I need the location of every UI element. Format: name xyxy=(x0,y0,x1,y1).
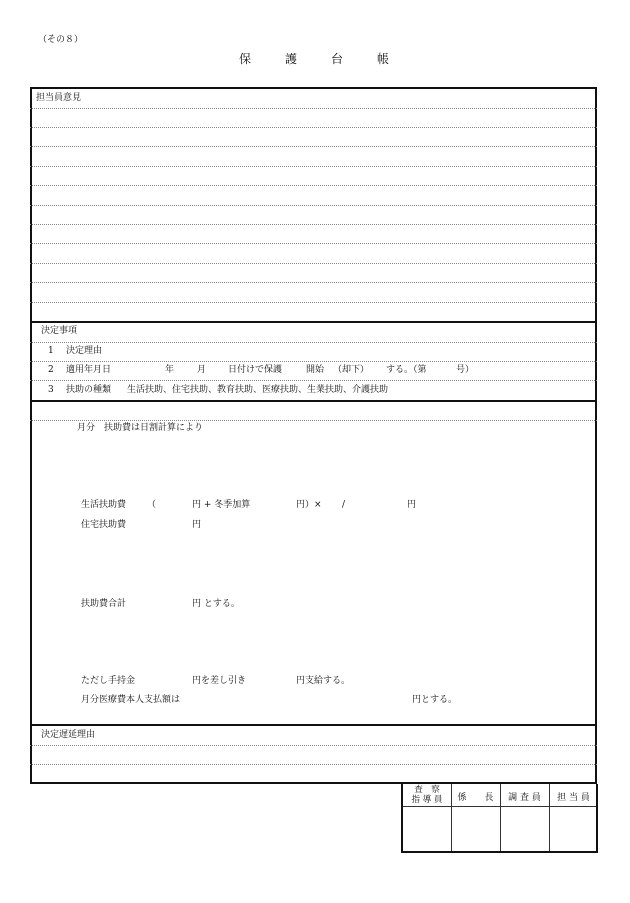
stamp-header-chief: 係 長 xyxy=(457,793,494,803)
delay-label: 決定遅延理由 xyxy=(41,730,96,740)
living-result-yen: 円 xyxy=(407,500,417,510)
decision-line xyxy=(30,380,597,381)
item2-suru: する。（第 xyxy=(386,365,427,375)
form-number: （その８） xyxy=(38,35,84,45)
stamp-header-investigator: 調 査 員 xyxy=(508,793,541,803)
item2-month: 月 xyxy=(197,365,207,375)
title-char-3: 台 xyxy=(331,52,346,66)
decision-line xyxy=(30,342,597,343)
section-divider-3 xyxy=(30,724,597,726)
approval-stamp-box xyxy=(401,784,598,853)
decision-line xyxy=(30,361,597,362)
item2-year: 年 xyxy=(165,365,175,375)
stamp-header-caseworker: 担 当 員 xyxy=(557,793,590,803)
total-label: 扶助費合計 xyxy=(81,599,127,609)
delay-line xyxy=(30,764,597,765)
living-label: 生活扶助費 xyxy=(81,500,127,510)
living-yen: 円 + 冬季加算 xyxy=(192,500,251,510)
living-close: 円）× xyxy=(296,500,322,510)
housing-label: 住宅扶助費 xyxy=(81,520,127,530)
item2-label: 適用年月日 xyxy=(66,365,112,375)
item2-number: 2 xyxy=(48,365,54,375)
title-char-1: 保 xyxy=(238,52,253,66)
title-char-4: 帳 xyxy=(377,52,392,66)
item3-number: 3 xyxy=(48,385,54,395)
tadashi-deduct: 円を差し引き xyxy=(192,676,247,686)
stamp-header-inspector: 査 察 指 導 員 xyxy=(411,785,443,805)
total-text: 円 とする。 xyxy=(192,599,240,609)
medical-label: 月分医療費本人支払額は xyxy=(81,695,181,705)
delay-line xyxy=(30,745,597,746)
decision-label: 決定事項 xyxy=(41,326,78,336)
housing-yen: 円 xyxy=(192,520,202,530)
month-note: 月分 扶助費は日割計算により xyxy=(77,423,204,433)
page-title xyxy=(0,53,630,65)
section-divider-1 xyxy=(30,321,597,323)
section-divider-2 xyxy=(30,400,597,402)
item1-number: 1 xyxy=(48,346,54,356)
item3-types: 生活扶助、住宅扶助、教育扶助、医療扶助、生業扶助、介護扶助 xyxy=(127,385,389,395)
item1-label: 決定理由 xyxy=(66,346,103,356)
title-char-2: 護 xyxy=(284,52,299,66)
tadashi-pay: 円支給する。 xyxy=(296,676,351,686)
living-open: （ xyxy=(147,500,157,510)
item2-go: 号） xyxy=(456,365,475,375)
item2-reject: （却下） xyxy=(333,365,370,375)
item2-date-text: 日付けで保護 xyxy=(228,365,283,375)
living-slash: / xyxy=(342,500,346,510)
tadashi-label: ただし手持金 xyxy=(81,676,136,686)
item2-start: 開始 xyxy=(306,365,325,375)
opinion-label: 担当員意見 xyxy=(36,93,82,103)
medical-tail: 円とする。 xyxy=(412,695,458,705)
calc-top-line xyxy=(30,420,597,421)
item3-label: 扶助の種類 xyxy=(66,385,112,395)
